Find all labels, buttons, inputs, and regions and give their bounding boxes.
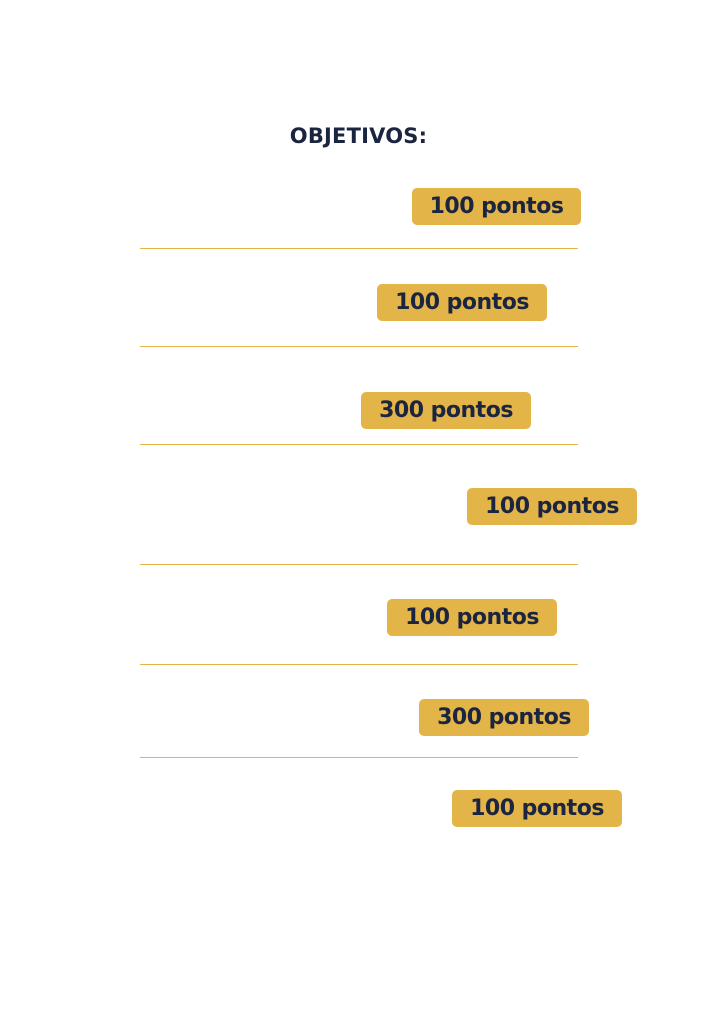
section-divider bbox=[140, 346, 578, 347]
section-title-cadastro: Cadastro bbox=[320, 160, 397, 178]
section-title-validacao: Validação de documentos do usuário bbox=[203, 257, 514, 275]
section-description: Concluir os cursos e treinamentos disponíveis na plataforma de aprendizado do programa bbox=[126, 704, 384, 729]
section-title-indicacao: Indicação de novos membros ao programa bbox=[178, 459, 539, 477]
section-description: Responder à pesquisa de satisfação ao final de cada ciclo do programa, avaliando a experiência, os conteúdos e os benefícios oferecidos. As respostas ajudam a melhorar as próximas edições e garantem a pontuação do objetivo no perfil do participante dentro do prazo indicado bbox=[95, 795, 408, 872]
page-title: OBJETIVOS: bbox=[289, 124, 428, 148]
section-divider bbox=[140, 564, 578, 565]
section-description: Publicar conteúdo sobre o programa marcando o perfil oficial bbox=[160, 603, 342, 628]
section-divider bbox=[140, 757, 578, 758]
frequency-note: 1x por mês bbox=[453, 646, 510, 657]
points-badge: 100 pontos bbox=[412, 188, 581, 225]
section-title-eventos: Participação em eventos do programa bbox=[197, 362, 520, 380]
section-description: Indicar amigos e conhecidos para participar do programa através do link de indicação disponível no perfil do usuário. A pontuação é creditada após a validação do cadastro do indicado e a conclusão do primeiro objetivo bbox=[80, 490, 463, 541]
frequency-note: 1x bbox=[488, 231, 501, 242]
frequency-note: 1x bbox=[455, 325, 468, 336]
section-description: Realizar cadastro no site do programa e completar o perfil bbox=[134, 193, 335, 218]
section-description: Participar de eventos presenciais ou online promovidos pelo programa bbox=[188, 392, 330, 430]
section-title-treinamentos: Realização de treinamentos online bbox=[212, 675, 505, 693]
frequency-note: ilimitado bbox=[533, 533, 577, 544]
points-badge: 300 pontos bbox=[419, 699, 589, 736]
points-badge: 100 pontos bbox=[377, 284, 547, 321]
points-badge: 100 pontos bbox=[467, 488, 637, 525]
points-badge: 100 pontos bbox=[452, 790, 622, 827]
section-divider bbox=[140, 664, 578, 665]
points-badge: 300 pontos bbox=[361, 392, 531, 429]
section-divider bbox=[140, 444, 578, 445]
section-title-redes-sociais: Compartilhar experiências nas redes sociais bbox=[171, 573, 546, 591]
section-description: Enviar documentos de identificação para validação da conta bbox=[168, 289, 357, 314]
section-title-avaliacao: Avaliação da jornada bbox=[270, 765, 447, 783]
frequency-note: 1x por ciclo bbox=[521, 835, 579, 846]
section-divider bbox=[140, 248, 578, 249]
points-badge: 100 pontos bbox=[387, 599, 557, 636]
